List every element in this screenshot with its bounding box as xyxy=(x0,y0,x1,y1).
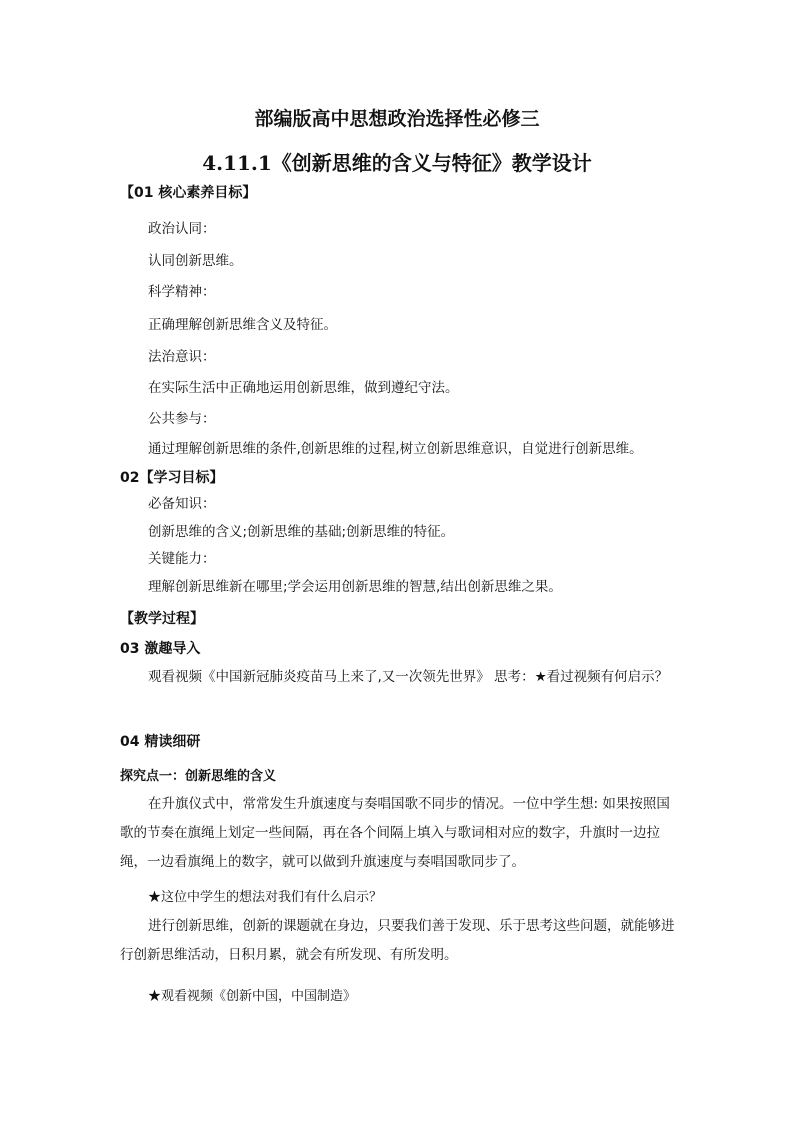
list-item: 法治意识： xyxy=(148,349,216,365)
list-item: 理解创新思维新在哪里;学会运用创新思维的智慧,结出创新思维之果。 xyxy=(148,579,562,595)
list-item: 正确理解创新思维含义及特征。 xyxy=(148,317,337,333)
section-heading-teaching-process: 【教学过程】 xyxy=(120,611,204,627)
section-heading-close-reading: 04 精读细研 xyxy=(120,734,201,750)
list-item: 科学精神： xyxy=(148,284,216,300)
list-item: 政治认同： xyxy=(148,221,216,237)
video-line: ★观看视频《创新中国，中国制造》 xyxy=(148,989,357,1004)
question-line: ★这位中学生的想法对我们有什么启示？ xyxy=(148,890,383,905)
list-item: 认同创新思维。 xyxy=(148,253,243,269)
section-heading-learning-goals: 02【学习目标】 xyxy=(120,470,224,486)
explore-point-heading: 探究点一：创新思维的含义 xyxy=(120,769,277,784)
list-item: 关键能力： xyxy=(148,551,216,567)
intro-paragraph: 观看视频《中国新冠肺炎疫苗马上来了,又一次领先世界》 思考：★看过视频有何启示？ xyxy=(148,669,669,685)
section-heading-core-literacy: 【01 核心素养目标】 xyxy=(120,185,257,201)
list-item: 通过理解创新思维的条件,创新思维的过程,树立创新思维意识，自觉进行创新思维。 xyxy=(148,441,643,457)
answer-paragraph: 进行创新思维，创新的课题就在身边，只要我们善于发现、乐于思考这些问题，就能够进行创新思维活动，日积月累，就会有所发现、有所发明。 xyxy=(120,918,675,963)
explore-paragraph: 在升旗仪式中，常常发生升旗速度与奏唱国歌不同步的情况。一位中学生想: 如果按照国歌的节奏在旗绳上划定一些间隔，再在各个间隔上填入与歌词相对应的数字，升旗时一边拉绳，一边看旗绳上的数字，就可以做到升旗速度与奏唱国歌同步了。 xyxy=(120,796,670,870)
list-item: 必备知识： xyxy=(148,496,216,512)
list-item: 创新思维的含义;创新思维的基础;创新思维的特征。 xyxy=(148,524,455,540)
document-title: 部编版高中思想政治选择性必修三 xyxy=(254,108,540,130)
list-item: 在实际生活中正确地运用创新思维，做到遵纪守法。 xyxy=(148,380,459,396)
section-heading-intro: 03 激趣导入 xyxy=(120,641,201,657)
list-item: 公共参与： xyxy=(148,411,216,427)
lesson-title: 4.11.1《创新思维的含义与特征》教学设计 xyxy=(202,151,592,175)
